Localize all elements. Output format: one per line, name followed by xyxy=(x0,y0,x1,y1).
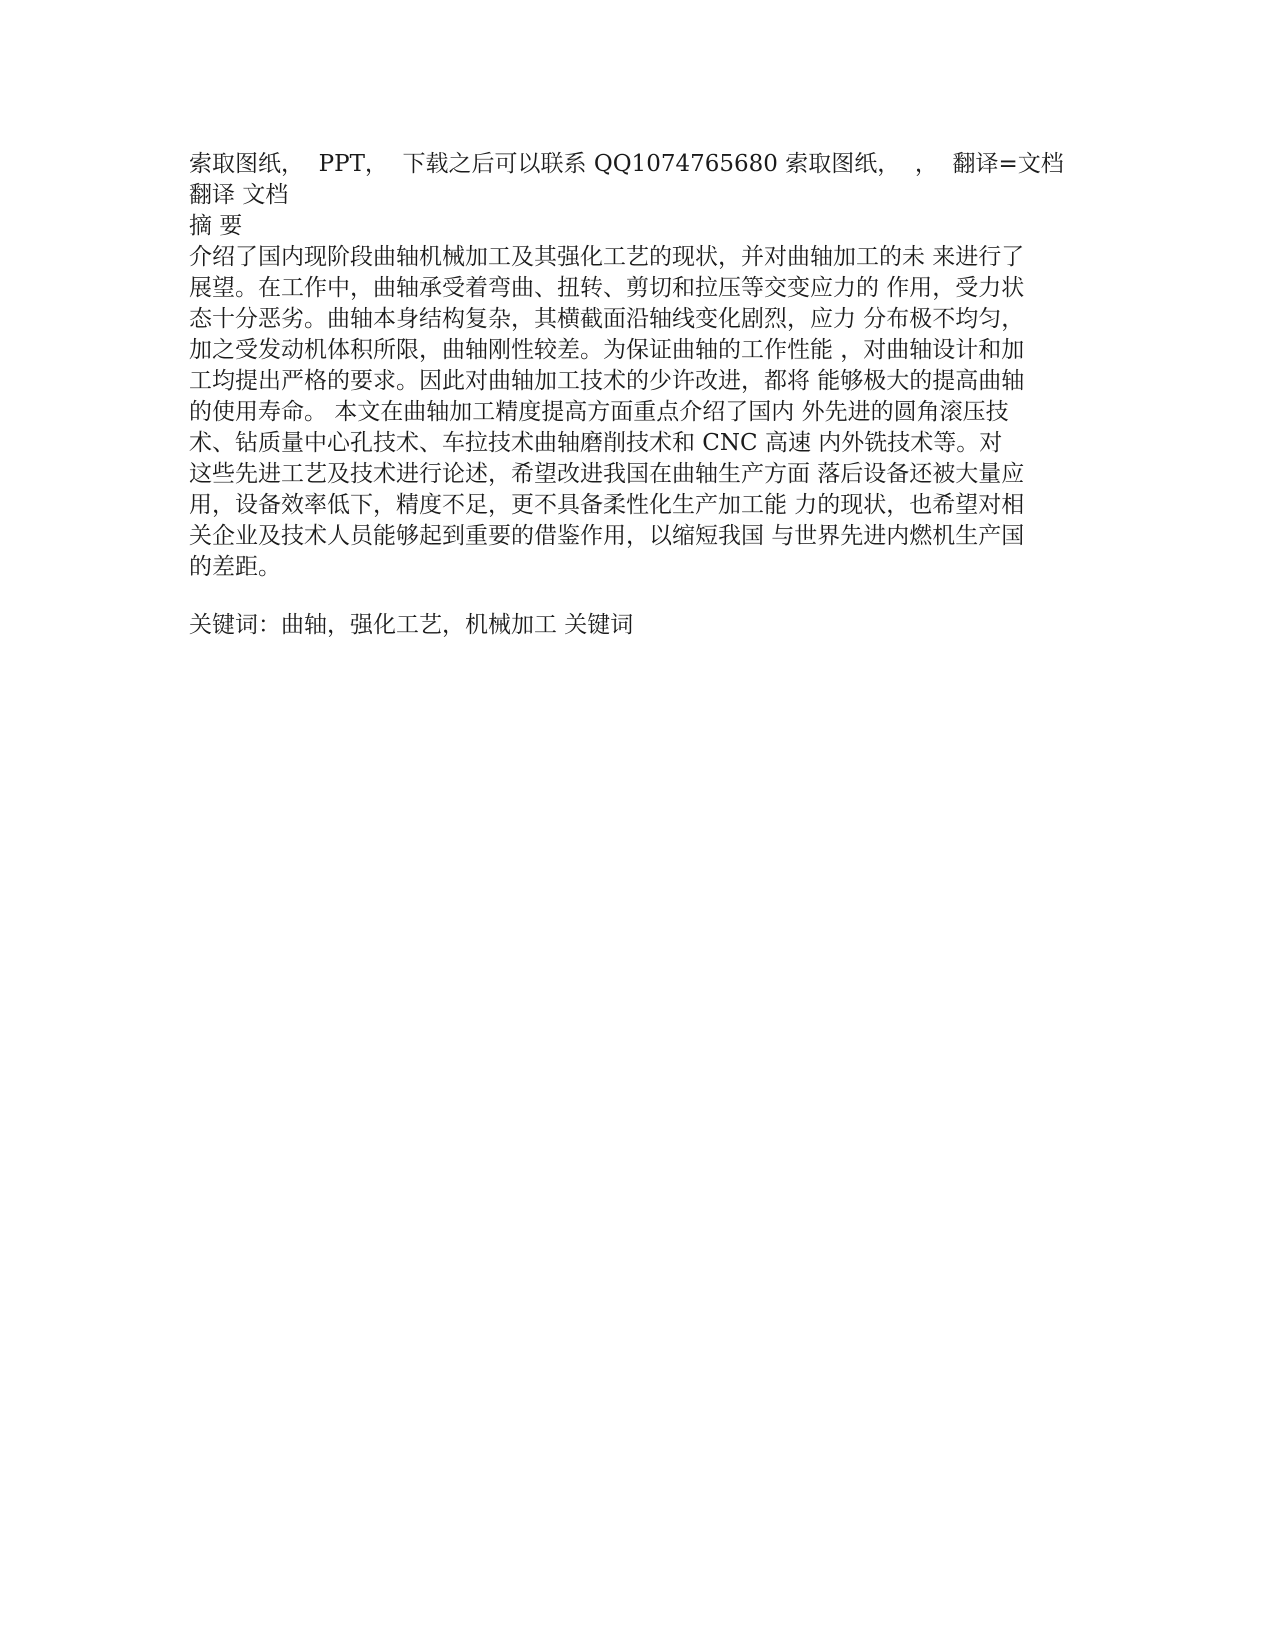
abstract-body xyxy=(189,242,1089,583)
abstract-line: 展望。在工作中，曲轴承受着弯曲、扭转、剪切和拉压等交变应力的 作用，受力状 xyxy=(189,275,1025,301)
abstract-line: 的差距。 xyxy=(189,554,281,580)
abstract-heading: 摘 要 xyxy=(189,213,243,239)
abstract-line: 介绍了国内现阶段曲轴机械加工及其强化工艺的现状，并对曲轴加工的未 来进行了 xyxy=(189,244,1025,270)
paragraph-gap xyxy=(189,583,1089,610)
abstract-line: 工均提出严格的要求。因此对曲轴加工技术的少许改进，都将 能够极大的提高曲轴 xyxy=(189,368,1025,394)
abstract-line: 术、钻质量中心孔技术、车拉技术曲轴磨削技术和 CNC 高速 内外铣技术等。对 xyxy=(189,430,1003,456)
abstract-line: 的使用寿命。 本文在曲轴加工精度提高方面重点介绍了国内 外先进的圆角滚压技 xyxy=(189,399,1009,425)
document-page xyxy=(189,149,1089,641)
abstract-line: 关企业及技术人员能够起到重要的借鉴作用，以缩短我国 与世界先进内燃机生产国 xyxy=(189,523,1025,549)
header-line-2: 翻译 文档 xyxy=(189,182,289,208)
abstract-line: 加之受发动机体积所限，曲轴刚性较差。为保证曲轴的工作性能 ，对曲轴设计和加 xyxy=(189,337,1025,363)
abstract-line: 用，设备效率低下，精度不足，更不具备柔性化生产加工能 力的现状，也希望对相 xyxy=(189,492,1025,518)
header-line-1: 索取图纸， PPT， 下载之后可以联系 QQ1074765680 索取图纸， ， 翻译=文档 xyxy=(189,151,1064,177)
abstract-line: 态十分恶劣。曲轴本身结构复杂，其横截面沿轴线变化剧烈，应力 分布极不均匀， xyxy=(189,306,1025,332)
abstract-line: 这些先进工艺及技术进行论述，希望改进我国在曲轴生产方面 落后设备还被大量应 xyxy=(189,461,1025,487)
keywords-line: 关键词：曲轴，强化工艺，机械加工 关键词 xyxy=(189,612,634,638)
